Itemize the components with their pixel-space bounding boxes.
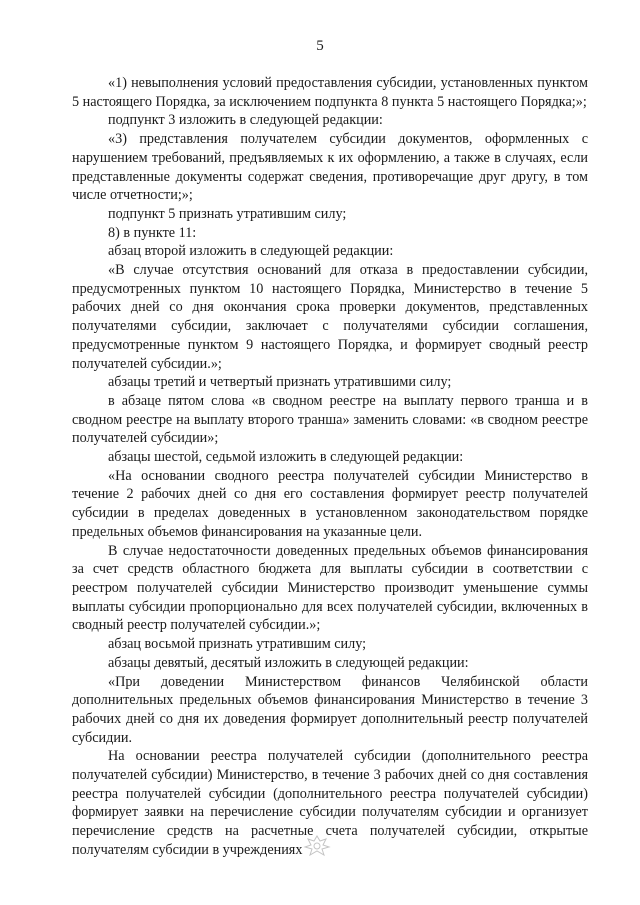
paragraph: подпункт 5 признать утратившим силу; [108, 205, 347, 222]
emblem-stamp-icon [300, 833, 334, 859]
paragraph: «1) невыполнения условий предоставления субсидии, установленных пунктом 5 настоящего Порядка, за исключением подпункта 8 пункта 5 настоящего Порядка;»; [72, 75, 588, 110]
paragraph: «В случае отсутствия оснований для отказа в предоставлении субсидии, предусмотренных пунктом 10 настоящего Порядка, Министерство в течение 5 рабочих дней со дня окончания срока проверки документов, представленных получателями субсидии, заключает с получателями субсидии соглашения, предусмотренные пунктом 9 настоящего Порядка, и формирует сводный реестр получателей субсидии.»; [72, 262, 588, 372]
page-number: 5 [316, 38, 324, 54]
paragraph: «При доведении Министерством финансов Челябинской области дополнительных предельных объемов финансирования Министерство в течение 3 рабочих дней со дня их доведения формирует дополнительный реестр получателей субсидии. [72, 673, 588, 746]
paragraph: В случае недостаточности доведенных предельных объемов финансирования за счет средств областного бюджета для выплаты субсидии в соответствии с реестром получателей субсидии Министерство производит уменьшение суммы выплаты субсидии пропорционально для всех получателей субсидии, включенных в сводный реестр получателей субсидии.»; [72, 542, 588, 634]
paragraph: в абзаце пятом слова «в сводном реестре на выплату первого транша и в сводном реестре на выплату второго транша» заменить словами: «в сводном реестре получателей субсидии»; [72, 392, 588, 447]
paragraph: «3) представления получателем субсидии документов, оформленных с нарушением требований, предъявляемых к их оформлению, а также в случаях, если представленные документы содержат сведения, противоречащие друг другу, в том числе отчетности;»; [72, 131, 588, 204]
paragraph: «На основании сводного реестра получателей субсидии Министерство в течение 2 рабочих дней со дня его составления формирует реестр получателей субсидии в пределах доведенных в установленном законодательством порядке предельных объемов финансирования на указанные цели. [72, 467, 588, 540]
paragraph: На основании реестра получателей субсидии (дополнительного реестра получателей субсидии) Министерство, в течение 3 рабочих дней со дня составления реестра получателей субсидии (дополнительного реестра получателей субсидии) формирует заявки на перечисление субсидии получателям субсидии и организует перечисление средств на расчетные счета получателей субсидии, открытые получателям субсидии в учреждениях [72, 748, 588, 858]
paragraph: 8) в пункте 11: [108, 224, 197, 241]
paragraph: абзац второй изложить в следующей редакции: [108, 243, 394, 260]
paragraph: подпункт 3 изложить в следующей редакции: [108, 112, 383, 129]
document-body [72, 74, 588, 860]
paragraph: абзац восьмой признать утратившим силу; [108, 636, 367, 653]
paragraph: абзацы третий и четвертый признать утратившими силу; [108, 374, 452, 391]
paragraph: абзацы шестой, седьмой изложить в следующей редакции: [108, 449, 464, 466]
paragraph: абзацы девятый, десятый изложить в следующей редакции: [108, 654, 469, 671]
